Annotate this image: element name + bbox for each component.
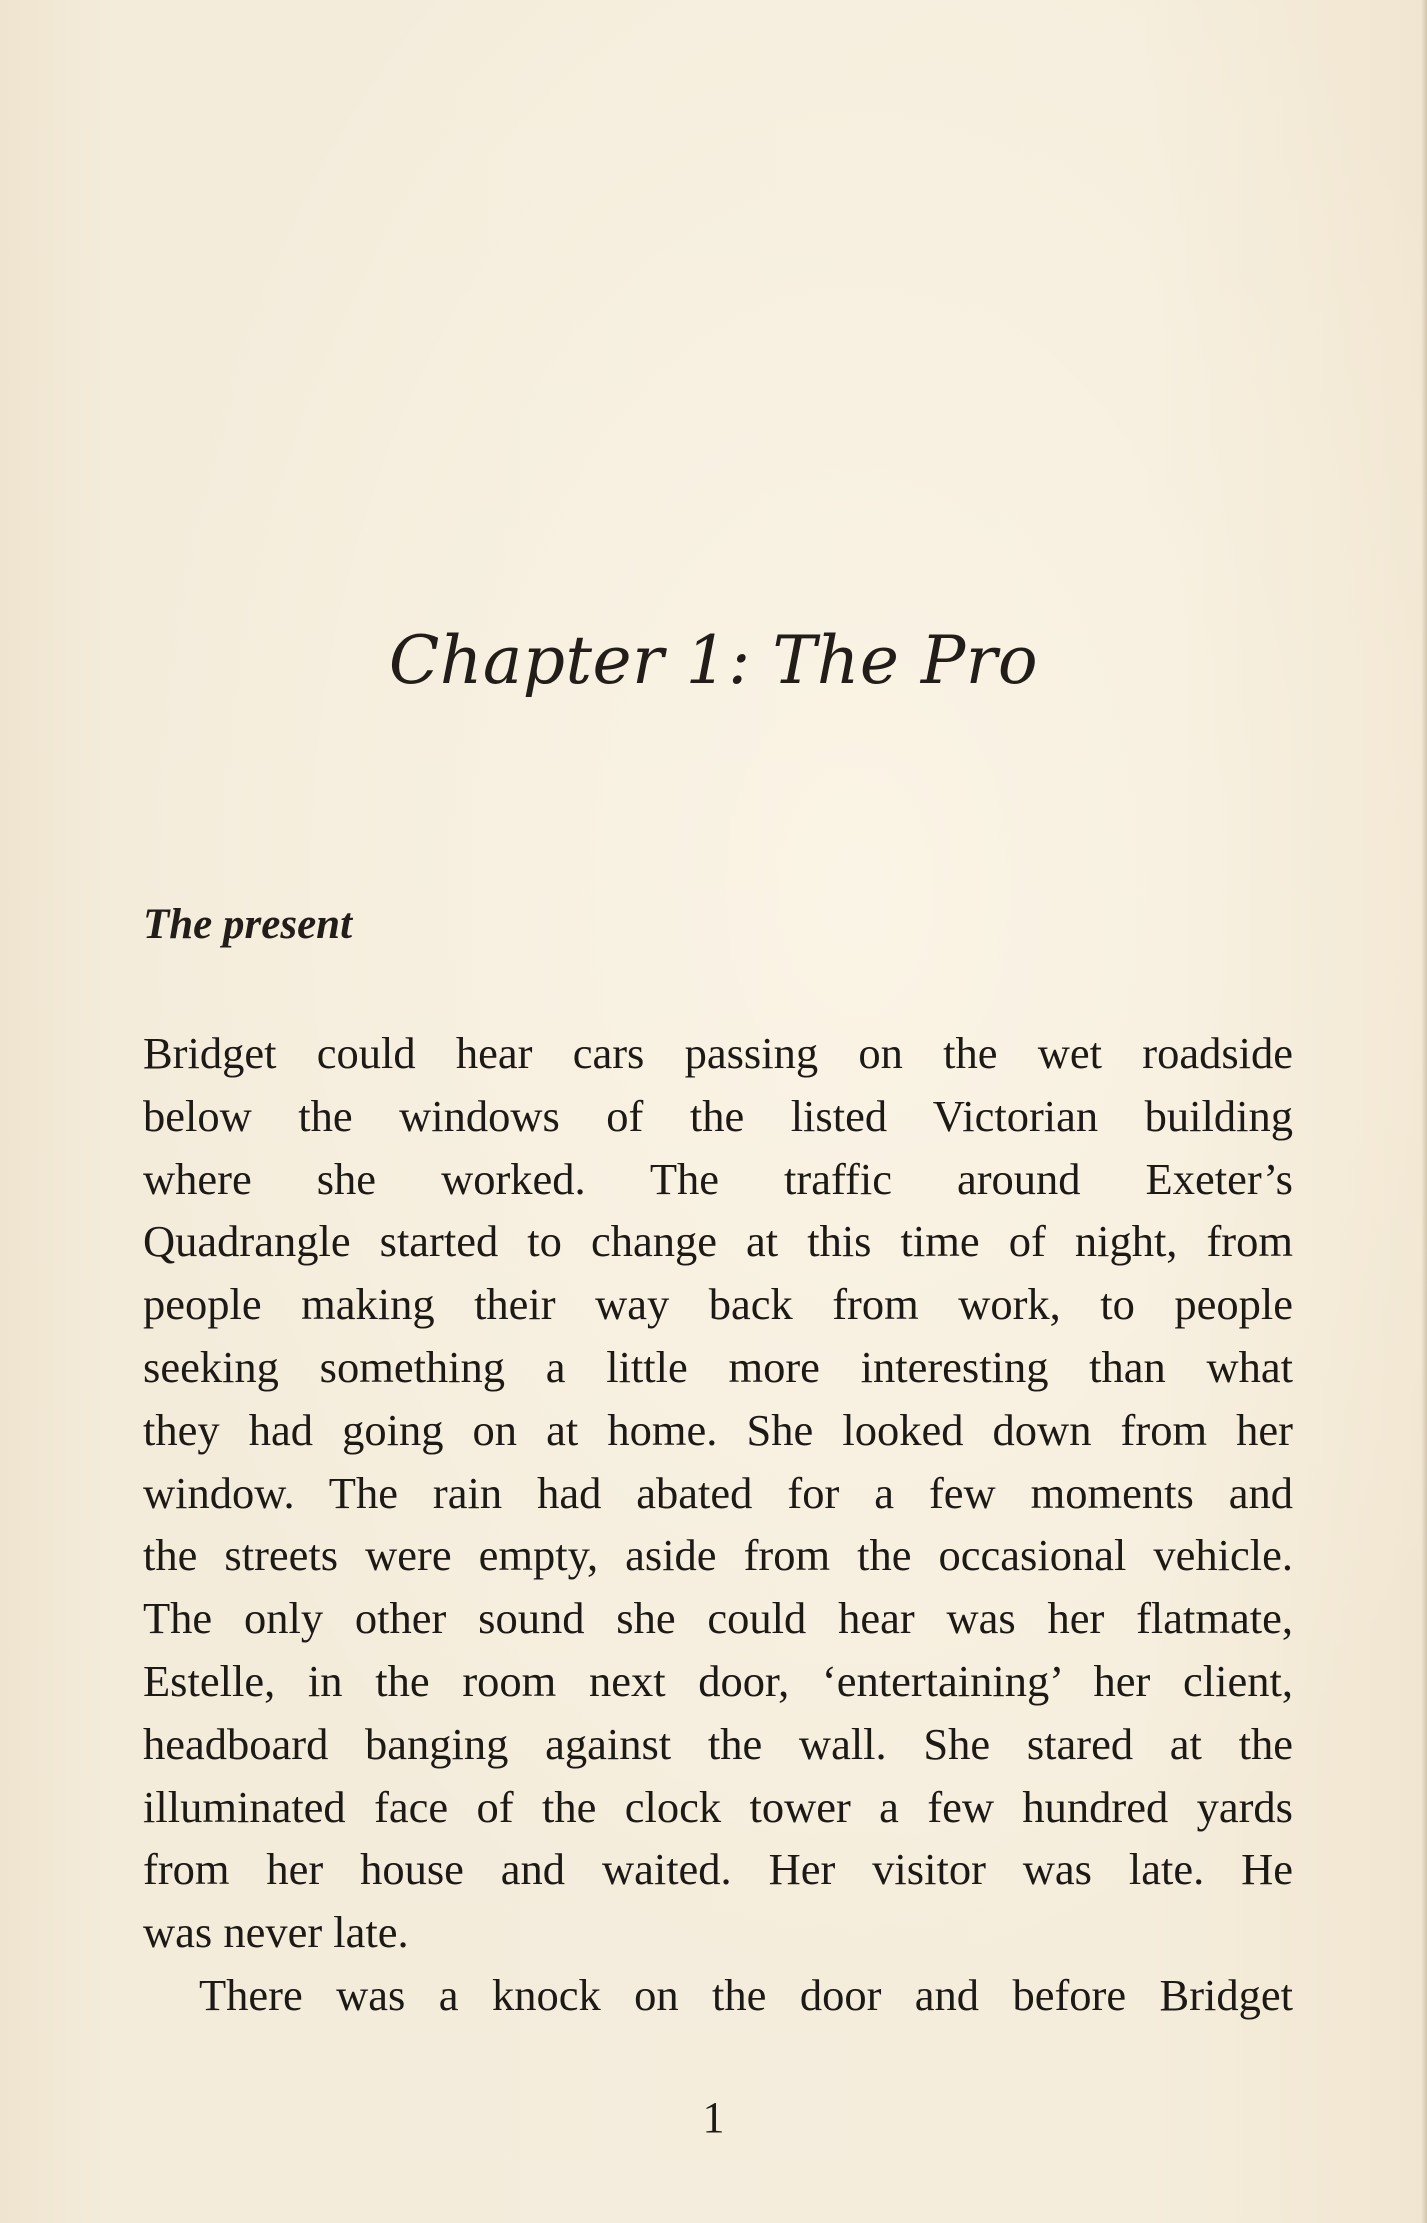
text-line: where she worked. The traffic around Exeter’s bbox=[143, 1153, 1293, 1204]
text-line: illuminated face of the clock tower a few hundred yards bbox=[143, 1781, 1293, 1832]
chapter-title: Chapter 1: The Pro bbox=[388, 622, 1039, 699]
text-line: below the windows of the listed Victorian building bbox=[143, 1090, 1293, 1141]
page-edge-shadow bbox=[1421, 0, 1427, 2223]
text-line: Estelle, in the room next door, ‘entertaining’ her client, bbox=[143, 1655, 1293, 1706]
text-line: they had going on at home. She looked down from her bbox=[143, 1404, 1293, 1455]
text-line: The only other sound she could hear was her flatmate, bbox=[143, 1593, 1293, 1644]
text-line: the streets were empty, aside from the occasional vehicle. bbox=[143, 1530, 1293, 1581]
paragraph-2 bbox=[143, 1964, 1293, 2027]
section-heading: The present bbox=[143, 901, 353, 948]
paragraph-1 bbox=[143, 1022, 1293, 1964]
text-line: was never late. bbox=[143, 1907, 409, 1958]
text-line: from her house and waited. Her visitor was late. He bbox=[143, 1844, 1293, 1895]
text-line: headboard banging against the wall. She stared at the bbox=[143, 1718, 1293, 1769]
body-text bbox=[143, 1022, 1293, 2027]
text-line: There was a knock on the door and before Bridget bbox=[199, 1969, 1293, 2020]
text-line: window. The rain had abated for a few moments and bbox=[143, 1467, 1293, 1518]
text-line: Bridget could hear cars passing on the wet roadside bbox=[143, 1028, 1293, 1078]
text-line: people making their way back from work, to people bbox=[143, 1279, 1293, 1330]
page-number: 1 bbox=[702, 2093, 725, 2142]
text-line: Quadrangle started to change at this time of night, from bbox=[143, 1216, 1293, 1267]
text-line: seeking something a little more interesting than what bbox=[143, 1341, 1293, 1392]
